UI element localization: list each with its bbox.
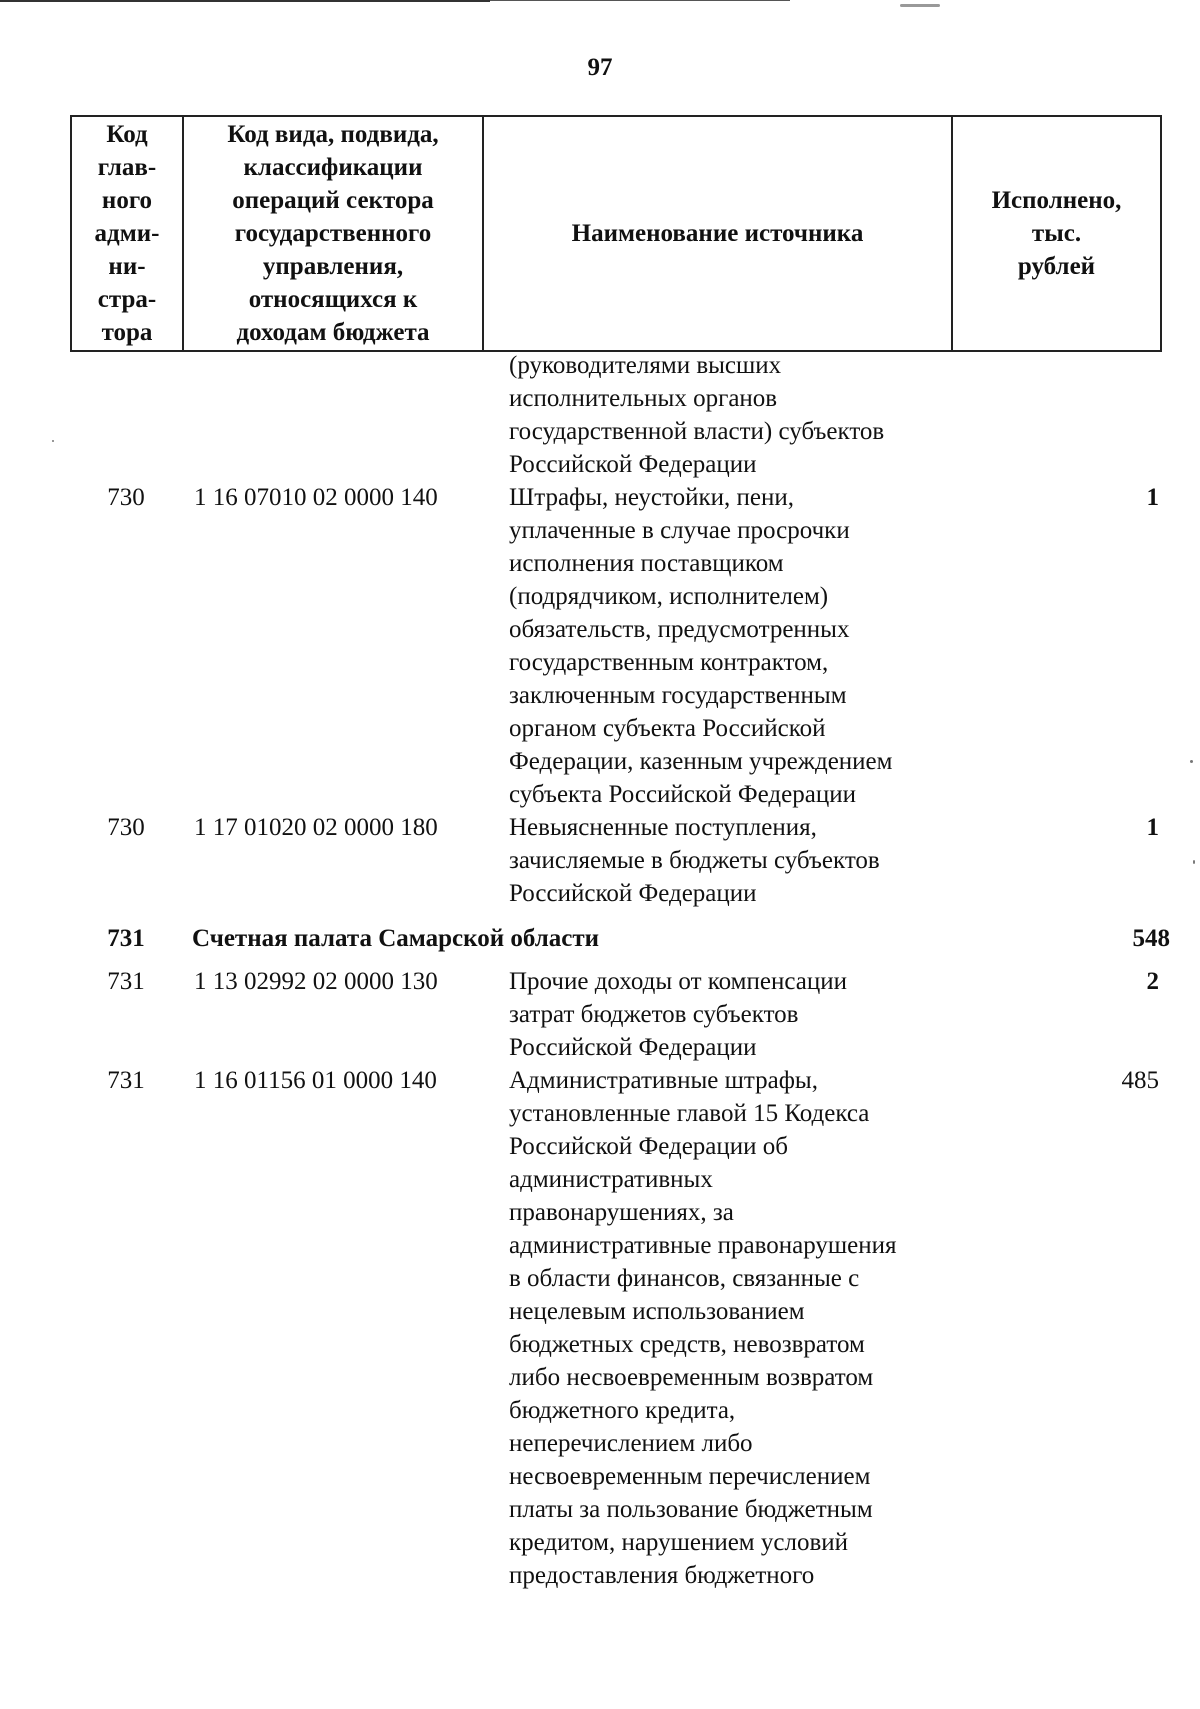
section-row-administrator <box>70 922 1170 955</box>
name-line: Административные штрафы, <box>509 1067 818 1094</box>
cell-admin-code: 731 <box>107 968 145 995</box>
header-line: Код <box>106 121 148 148</box>
cell-source-name <box>501 1064 949 1592</box>
name-line: заключенным государственным <box>509 682 847 709</box>
scan-speck <box>1193 860 1195 864</box>
header-line: стра- <box>97 286 157 313</box>
name-line: кредитом, нарушением условий <box>509 1529 849 1556</box>
cell-source-name <box>501 481 949 811</box>
name-line: уплаченные в случае просрочки <box>509 517 850 544</box>
table-header <box>70 115 1162 352</box>
name-line: Невыясненные поступления, <box>509 814 817 841</box>
header-line: Наименование источника <box>571 220 864 247</box>
cell-amount: 2 <box>1146 968 1159 995</box>
header-line: классификации <box>243 154 423 181</box>
name-line: установленные главой 15 Кодекса <box>509 1100 870 1127</box>
header-line: тора <box>101 319 153 346</box>
header-line: операций сектора <box>232 187 434 214</box>
scan-top-border-line <box>0 0 490 2</box>
scan-top-border-line-faint <box>490 0 790 1</box>
header-line: Исполнено, <box>991 187 1122 214</box>
name-line: административные правонарушения <box>509 1232 897 1259</box>
table-row-continuation <box>70 349 1160 481</box>
scan-speck <box>900 4 940 7</box>
header-line: Код вида, подвида, <box>227 121 439 148</box>
name-line: субъекта Российской Федерации <box>509 781 856 808</box>
cell-amount: 485 <box>1121 1067 1159 1094</box>
table-row <box>70 481 1160 811</box>
name-line: нецелевым использованием <box>509 1298 805 1325</box>
name-line: исполнения поставщиком <box>509 550 784 577</box>
cell-classification-code: 1 13 02992 02 0000 130 <box>194 968 438 995</box>
cell-admin-code: 731 <box>107 1067 145 1094</box>
name-line: бюджетного кредита, <box>509 1397 736 1424</box>
header-admin-code <box>71 116 183 351</box>
section-total: 548 <box>1132 925 1170 952</box>
name-line: (подрядчиком, исполнителем) <box>509 583 829 610</box>
cell-admin-code: 730 <box>107 814 145 841</box>
name-line: обязательств, предусмотренных <box>509 616 850 643</box>
cell-amount: 1 <box>1146 484 1159 511</box>
name-line: Прочие доходы от компенсации <box>509 968 847 995</box>
cell-admin-code <box>70 349 182 481</box>
header-line: ни- <box>108 253 146 280</box>
header-line: адми- <box>94 220 160 247</box>
name-line: Федерации, казенным учреждением <box>509 748 893 775</box>
header-source-name <box>483 116 952 351</box>
name-line: платы за пользование бюджетным <box>509 1496 873 1523</box>
cell-amount: 1 <box>1146 814 1159 841</box>
name-line: государственной власти) субъектов <box>509 418 885 445</box>
scan-speck <box>52 440 54 442</box>
header-line: управления, <box>262 253 404 280</box>
table-body <box>70 349 1170 1592</box>
header-line: тыс. <box>1031 220 1082 247</box>
header-line: рублей <box>1017 253 1096 280</box>
table-row <box>70 811 1160 910</box>
header-line: государственного <box>234 220 432 247</box>
cell-source-name <box>501 811 949 910</box>
name-line: зачисляемые в бюджеты субъектов <box>509 847 880 874</box>
name-line: несвоевременным перечислением <box>509 1463 871 1490</box>
table-row <box>70 965 1160 1064</box>
page-number: 97 <box>587 54 613 81</box>
header-line: относящихся к <box>248 286 418 313</box>
name-line: либо несвоевременным возвратом <box>509 1364 874 1391</box>
section-admin-code: 731 <box>107 925 145 952</box>
name-line: правонарушениях, за <box>509 1199 734 1226</box>
name-line: Штрафы, неустойки, пени, <box>509 484 794 511</box>
name-line: Российской Федерации <box>509 1034 757 1061</box>
cell-amount <box>949 349 1159 481</box>
name-line: государственным контрактом, <box>509 649 829 676</box>
header-line: доходам бюджета <box>236 319 430 346</box>
cell-classification-code: 1 16 07010 02 0000 140 <box>194 484 438 511</box>
table-row <box>70 1064 1160 1592</box>
name-line: предоставления бюджетного <box>509 1562 815 1589</box>
cell-admin-code: 730 <box>107 484 145 511</box>
name-line: Российской Федерации об <box>509 1133 788 1160</box>
name-line: (руководителями высших <box>509 352 782 379</box>
cell-source-name <box>501 349 949 481</box>
header-line: глав- <box>97 154 157 181</box>
cell-classification-code: 1 16 01156 01 0000 140 <box>194 1067 437 1094</box>
name-line: административных <box>509 1166 713 1193</box>
header-classification-code <box>183 116 483 351</box>
name-line: Российской Федерации <box>509 451 757 478</box>
header-executed-amount <box>952 116 1161 351</box>
name-line: неперечислением либо <box>509 1430 753 1457</box>
cell-classification-code: 1 17 01020 02 0000 180 <box>194 814 438 841</box>
header-line: ного <box>101 187 153 214</box>
cell-classification-code <box>182 349 501 481</box>
name-line: в области финансов, связанные с <box>509 1265 860 1292</box>
name-line: органом субъекта Российской <box>509 715 826 742</box>
cell-source-name <box>501 965 949 1064</box>
scan-speck <box>1190 760 1193 763</box>
section-title: Счетная палата Самарской области <box>192 925 600 952</box>
name-line: Российской Федерации <box>509 880 757 907</box>
name-line: затрат бюджетов субъектов <box>509 1001 799 1028</box>
name-line: бюджетных средств, невозвратом <box>509 1331 865 1358</box>
name-line: исполнительных органов <box>509 385 778 412</box>
